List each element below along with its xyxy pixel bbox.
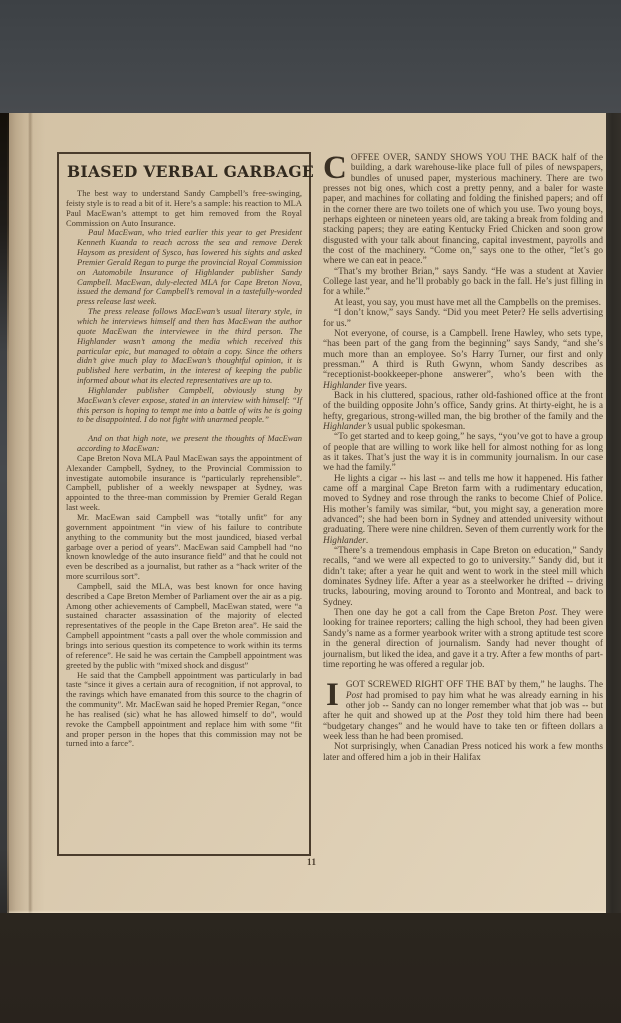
paragraph-press-release: Highlander publisher Campbell, obviously stung by MacEwan’s clever expose, stated in an interview with himself: “If this person is hoping to tempt me into a battle of wits he is going to be disappointed. I do not fight with unarmed people.” [77,384,302,425]
drop-cap-letter: C [323,150,347,186]
paragraph: He lights a cigar -- his last -- and tells me how it happened. His father came off a marginal Cape Breton farm with a rudimentary education, moved to Sydney and rose through the ranks to become Chief of Police. His mother’s family was similar, “but, you might say, a generation more advanced”; she had been born in Sydney and attended university without graduating. There were nine children. Seven of them currently work for the Highlander. [323,473,603,546]
paragraph-press-release: Paul MacEwan, who tried earlier this year to get President Kenneth Kuanda to reach across the sea and remove Derek Haysom as president of Sysco, has lowered his sights and asked Premier Gerald Regan to purge the provincial Royal Commission on Automobile Insurance of Highlander publisher Sandy Campbell. MacEwan, duly-elected MLA for Cape Breton Nova, issued the demand for Campbell’s removal in a tastefully-worded press release last week. [77,227,302,307]
paragraph: “To get started and to keep going,” he says, “you’ve got to have a group of people that are willing to work like hell for almost nothing for as long as it takes. That’s just the way it is in community journalism. In our case we had the family.” [323,432,603,474]
paragraph-dropcap [323,150,603,267]
right-column [323,150,603,763]
paragraph-text: half of the building, a dark warehouse-like place full of piles of newspapers, bundles of unused paper, mysterious machinery. There are two presses not big ones, which cost a pretty penny, and a baler for waste paper, and machines for collating and folding the finished papers; and off in the corner there are two toilets one of which you use. Two young boys, perhaps eighteen or nineteen years old, are taking a break from folding and stacking papers; they are eating Kentucky Fried Chicken and soon grow disgusted with your talk about financing, capital investment, payrolls and the cost of the machinery. “Come on,” says one to the other, “let’s go where we can eat in peace.” [323,153,603,267]
sidebar-article-box [57,152,314,856]
paragraph: “That’s my brother Brian,” says Sandy. “He was a student at Xavier College last year, and he’ll probably go back in the fall. He’s just filling in for a while.” [323,266,603,298]
page-number: 11 [307,857,317,867]
paragraph: “I don’t know,” says Sandy. “Did you meet Peter? He sells advertising for us.” [323,308,603,329]
paragraph-text: by them,” he laughs. The Post had promised to pay him what he was already earning in his other job -- Sandy can no longer remember what that job was -- but after he quit and showed up at the Post they told him there had been “budgetary changes” and he would have to take ten or fifteen dollars a week less than he had been promised. [323,680,603,742]
lead-caps: OFFEE OVER, SANDY SHOWS YOU THE BACK [350,153,558,163]
paragraph-dropcap [323,677,603,742]
paragraph: He said that the Campbell appointment was particularly in bad taste “since it gives a certain aura of recognition, if not approval, to the ravings which have emanated from this source to the chagrin of the community”. Mr. MacEwan said he hoped Premier Regan, “once he has realised (sic) what he has allowed himself to do”, would revoke the Campbell appointment and replace him with some “fit and proper person in the hopes that this commission may not be turned into a farce”. [66,669,302,749]
paragraph: Campbell, said the MLA, was best known for once having described a Cape Breton Member of Parliament over the air as a pig. Among other achievements of Campbell, MacEwan stated, were “a sustained character assassination of the majority of elected representatives of the people in the Cape Breton area”. He said the Campbell appointment “casts a pall over the whole commission and brings into serious question its competence to work within its terms of reference”. He said he was certain the Campbell appointment was greeted by the public with “mixed shock and disgust” [66,580,302,670]
paragraph-editorial-note: And on that high note, we present the thoughts of MacEwan according to MacEwan: [77,433,302,454]
paragraph: The best way to understand Sandy Campbell’s free-swinging, feisty style is to read a bit of it. Here’s a sample: his reaction to MLA Paul MacEwan’s attempt to get him removed from the Royal Commission on Auto Insurance. [66,188,302,228]
drop-cap-letter: I [326,677,339,714]
photo-border-top [0,0,621,113]
paragraph: Back in his cluttered, spacious, rather old-fashioned office at the front of the building opposite John’s office, Sandy grins. At thirty-eight, he is a hefty, gregarious, strong-willed man, the big brother of the family and the Highlander’s usual public spokesman. [323,390,603,432]
paragraph: Not surprisingly, when Canadian Press noticed his work a few months later and offered him a job in their Halifax [323,742,603,763]
paragraph: Not everyone, of course, is a Campbell. Irene Hawley, who sets type, “has been part of the gang from the beginning” says Sandy, “and she’s much more than an employee. So’s Harry Turner, our first and only pressman.” A third is Ruth Gwynn, whom Sandy describes as “receptionist-bookkeeper-phone answerer”, who’s been with the Highlander five years. [323,328,603,391]
paragraph: “There’s a tremendous emphasis in Cape Breton on education,” Sandy recalls, “and we were all expected to go to university.” Sandy did, but it didn’t take; after a year he quit and went to work in the steel mill which dominates Sydney life. After a year as a steelworker he drifted -- driving trucks, labouring, moving around to Toronto and Montreal, and back to Sydney. [323,546,603,608]
photo-border-right [606,100,621,923]
article-box-title: BIASED VERBAL GARBAGE [67,162,314,181]
magazine-page [7,112,607,913]
lead-caps: GOT SCREWED RIGHT OFF THE BAT [345,680,505,691]
paragraph: Cape Breton Nova MLA Paul MacEwan says the appointment of Alexander Campbell, Sydney, to the Provincial Commission to investigate automobile insurance is “particularly reprehensible”. Campbell, publisher of a weekly newspaper at Sydney, was appointed to the three-man commission by Premier Gerald Regan last week. [66,452,302,513]
paragraph: At least, you say, you must have met all the Campbells on the premises. [334,297,601,308]
paragraph: Mr. MacEwan said Campbell was “totally unfit” for any government appointment “in view of his failure to contribute anything to the community but the most jaundiced, biased verbal garbage over a period of years”. MacEwan said Campbell had “no known knowledge of the auto insurance field” and that he could not even be described as a journalist, but rather as a “hack writer of the more scurrilous sort”. [66,512,302,582]
photo-border-bottom [0,913,621,1023]
photo-border-left [0,112,9,913]
paragraph-press-release: The press release follows MacEwan’s usual literary style, in which he interviews himself and then has MacEwan the author quote MacEwan the interviewee in the third person. The Highlander wasn’t among the media which received this particular epic, but managed to obtain a copy. Since the others didn’t give much play to MacEwan’s thoughtful opinion, it is published here verbatim, in the interest of keeping the public informed about what its elected representatives are up to. [77,306,302,386]
paragraph: Then one day he got a call from the Cape Breton Post. They were looking for trainee reporters; calling the high school, they had been given Sandy’s name as a former yearbook writer with a strong aptitude test score in the general direction of journalism. Sandy had never thought of journalism, but liked the idea, and gave it a try. After a few months of part-time reporting he was offered a regular job. [323,608,603,670]
